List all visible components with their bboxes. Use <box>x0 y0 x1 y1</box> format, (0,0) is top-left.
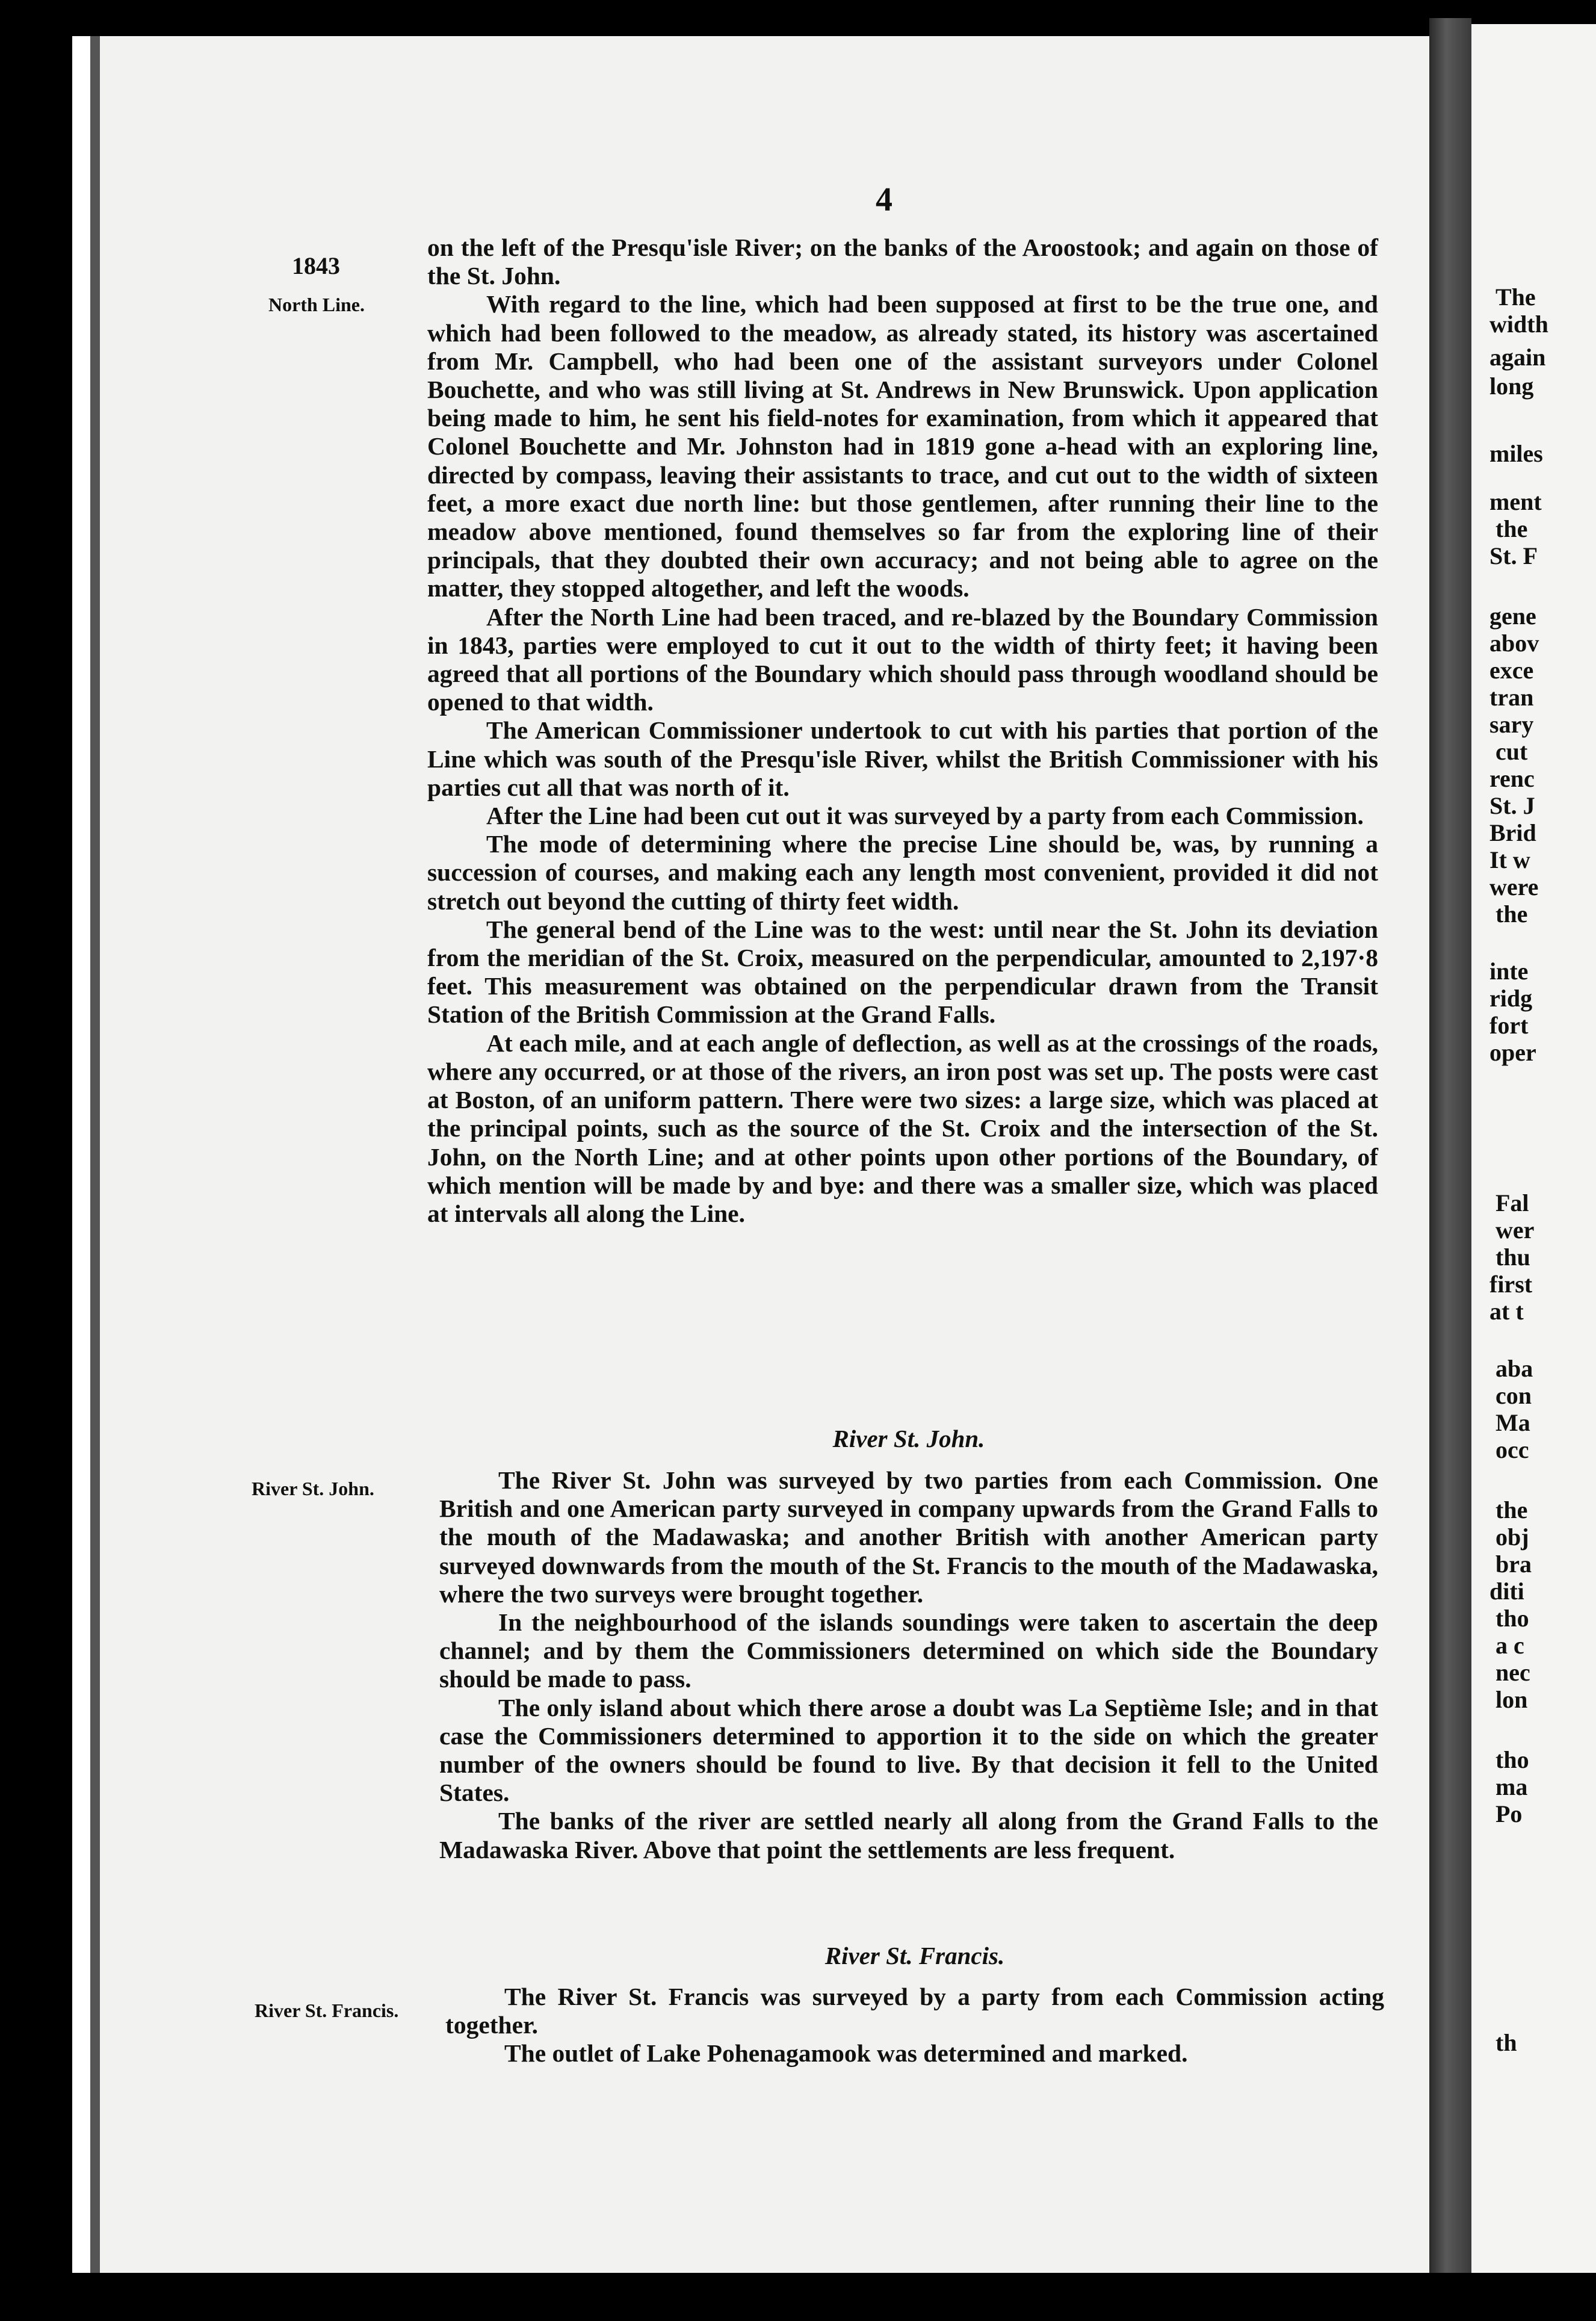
paragraph: At each mile, and at each angle of deflection, as well as at the crossings of the roads, where any occurred, or at those of the rivers, an iron post was set up. The posts were cast at Boston, of an uniform pattern. There were two sizes: a large size, which was placed at the principal points, such as the source of the St. Croix and the intersection of the St. John, on the North Line; and at other points upon other portions of the Boundary, of which mention will be made by and bye: and there was a smaller size, which was placed at intervals all along the Line. <box>427 1029 1378 1227</box>
section-st-john <box>439 1466 1378 1864</box>
facing-page-fragment: the <box>1495 900 1528 928</box>
facing-page-fragment: th <box>1495 2029 1517 2056</box>
facing-page-fragment: first <box>1489 1271 1533 1298</box>
facing-page-fragment: ment <box>1489 488 1542 515</box>
paragraph: The American Commissioner undertook to cut with his parties that portion of the Line which was south of the Presqu'isle River, whilst the British Commissioner with his parties cut all that was north of it. <box>427 716 1378 801</box>
facing-page-fragment: occ <box>1495 1436 1529 1463</box>
facing-page-fragment: tho <box>1495 1605 1529 1632</box>
facing-page-fragment: were <box>1489 873 1539 900</box>
facing-page-fragment: abov <box>1489 630 1539 657</box>
section-st-francis <box>445 1983 1384 2068</box>
facing-page-fragment: Brid <box>1489 819 1536 846</box>
book-gutter <box>1429 18 1471 2273</box>
paragraph: The River St. Francis was surveyed by a party from each Commission acting together. <box>445 1983 1384 2039</box>
facing-page-fragment: fort <box>1489 1012 1529 1039</box>
facing-page-fragment: tran <box>1489 684 1534 711</box>
paragraph: The banks of the river are settled nearly all along from the Grand Falls to the Madawaska River. Above that point the settlements are less frequent. <box>439 1807 1378 1864</box>
facing-page-fragment: renc <box>1489 765 1535 792</box>
paragraph: In the neighbourhood of the islands soundings were taken to ascertain the deep channel; and by them the Commissioners determined on which side the Boundary should be made to pass. <box>439 1608 1378 1693</box>
margin-note-year: 1843 <box>292 252 340 279</box>
facing-page-fragment: a c <box>1495 1632 1524 1659</box>
facing-page-fragment: St. J <box>1489 792 1535 819</box>
scan-border-bottom <box>0 2273 1596 2321</box>
scan-border-left <box>0 0 72 2321</box>
facing-page-fragment: thu <box>1495 1244 1530 1271</box>
facing-page-fragment: St. F <box>1489 542 1538 569</box>
facing-page <box>1471 24 1596 2273</box>
paragraph: The River St. John was surveyed by two parties from each Commission. One British and one American party surveyed in company upwards from the Grand Falls to the mouth of the Madawaska; and another British with another American party surveyed downwards from the mouth of the St. Francis to the mouth of the Madawaska, where the two surveys were brought together. <box>439 1466 1378 1608</box>
paragraph: After the Line had been cut out it was surveyed by a party from each Commission. <box>486 802 1364 830</box>
facing-page-fragment: diti <box>1489 1578 1524 1605</box>
facing-page-fragment: aba <box>1495 1355 1533 1382</box>
facing-page-fragment: Fal <box>1495 1189 1529 1216</box>
facing-page-fragment: nec <box>1495 1659 1530 1686</box>
facing-page-fragment: bra <box>1495 1551 1532 1578</box>
facing-page-fragment: ridg <box>1489 985 1533 1012</box>
facing-page-fragment: the <box>1495 1496 1528 1523</box>
margin-note-river-st-francis: River St. Francis. <box>255 2000 399 2021</box>
paragraph: The outlet of Lake Pohenagamook was determined and marked. <box>504 2039 1188 2068</box>
facing-page-fragment: miles <box>1489 440 1543 467</box>
section-heading-st-francis: River St. Francis. <box>824 1942 1005 1969</box>
paragraph: With regard to the line, which had been supposed at first to be the true one, and which had been followed to the meadow, as already stated, its history was ascertained from Mr. Campbell, who had been one of the assistant surveyors under Colonel Bouchette, and who was still living at St. Andrews in New Brunswick. Upon application being made to him, he sent his field-notes for examination, from which it appeared that Colonel Bouchette and Mr. Johnston had in 1819 gone a-head with an exploring line, directed by compass, leaving their assistants to trace, and cut out to the width of sixteen feet, a more exact due north line: but those gentlemen, after running their line to the meadow above mentioned, found themselves so far from the exploring line of their principals, that they doubted their own accuracy; and not being able to agree on the matter, they stopped altogether, and left the woods. <box>427 290 1378 603</box>
facing-page-fragment: con <box>1495 1382 1532 1409</box>
facing-page-fragment: Ma <box>1495 1409 1530 1436</box>
facing-page-fragment: at t <box>1489 1298 1524 1325</box>
page-number: 4 <box>876 181 892 218</box>
section-heading-st-john: River St. John. <box>832 1425 985 1452</box>
facing-page-fragment: the <box>1495 515 1528 542</box>
facing-page-fragment: Po <box>1495 1800 1523 1827</box>
facing-page-fragment: gene <box>1489 603 1536 630</box>
paragraph: After the North Line had been traced, and re-blazed by the Boundary Commission in 1843, parties were employed to cut it out to the width of thirty feet; it having been agreed that all portions of the Boundary which should pass through woodland should be opened to that width. <box>427 603 1378 716</box>
paragraph: The only island about which there arose a doubt was La Septième Isle; and in that case the Commissioners determined to apportion it to the side on which the greater number of the owners should be found to live. By that decision it fell to the United States. <box>439 1693 1378 1807</box>
paragraph: The mode of determining where the precise Line should be, was, by running a succession of courses, and making each any length most convenient, provided it did not stretch out beyond the cutting of thirty feet width. <box>427 830 1378 915</box>
facing-page-fragment: tho <box>1495 1746 1529 1773</box>
facing-page-fragment: lon <box>1495 1686 1528 1713</box>
main-text <box>427 234 1378 1228</box>
facing-page-fragment: again <box>1489 344 1546 371</box>
facing-page-fragment: width <box>1489 311 1548 338</box>
facing-page-fragment: cut <box>1495 738 1528 765</box>
facing-page-fragment: inte <box>1489 958 1529 985</box>
facing-page-fragment: It w <box>1489 846 1530 873</box>
margin-note-river-st-john: River St. John. <box>252 1478 374 1499</box>
margin-note-north-line: North Line. <box>268 294 365 315</box>
facing-page-fragment: obj <box>1495 1523 1529 1551</box>
facing-page-fragment: exce <box>1489 657 1534 684</box>
paragraph: The general bend of the Line was to the west: until near the St. John its deviation from the meridian of the St. Croix, measured on the perpendicular, amounted to 2,197·8 feet. This measurement was obtained on the perpendicular drawn from the Transit Station of the British Commission at the Grand Falls. <box>427 915 1378 1029</box>
facing-page-fragment: sary <box>1489 711 1534 738</box>
paragraph: on the left of the Presqu'isle River; on the banks of the Aroostook; and again on those of the St. John. <box>427 234 1378 290</box>
facing-page-fragment: oper <box>1489 1039 1536 1066</box>
facing-page-fragment: wer <box>1495 1216 1535 1244</box>
facing-page-fragment: The <box>1495 284 1536 311</box>
scan-border-top <box>0 0 1596 36</box>
facing-page-fragment: ma <box>1495 1773 1528 1800</box>
facing-page-fragment: long <box>1489 373 1534 400</box>
